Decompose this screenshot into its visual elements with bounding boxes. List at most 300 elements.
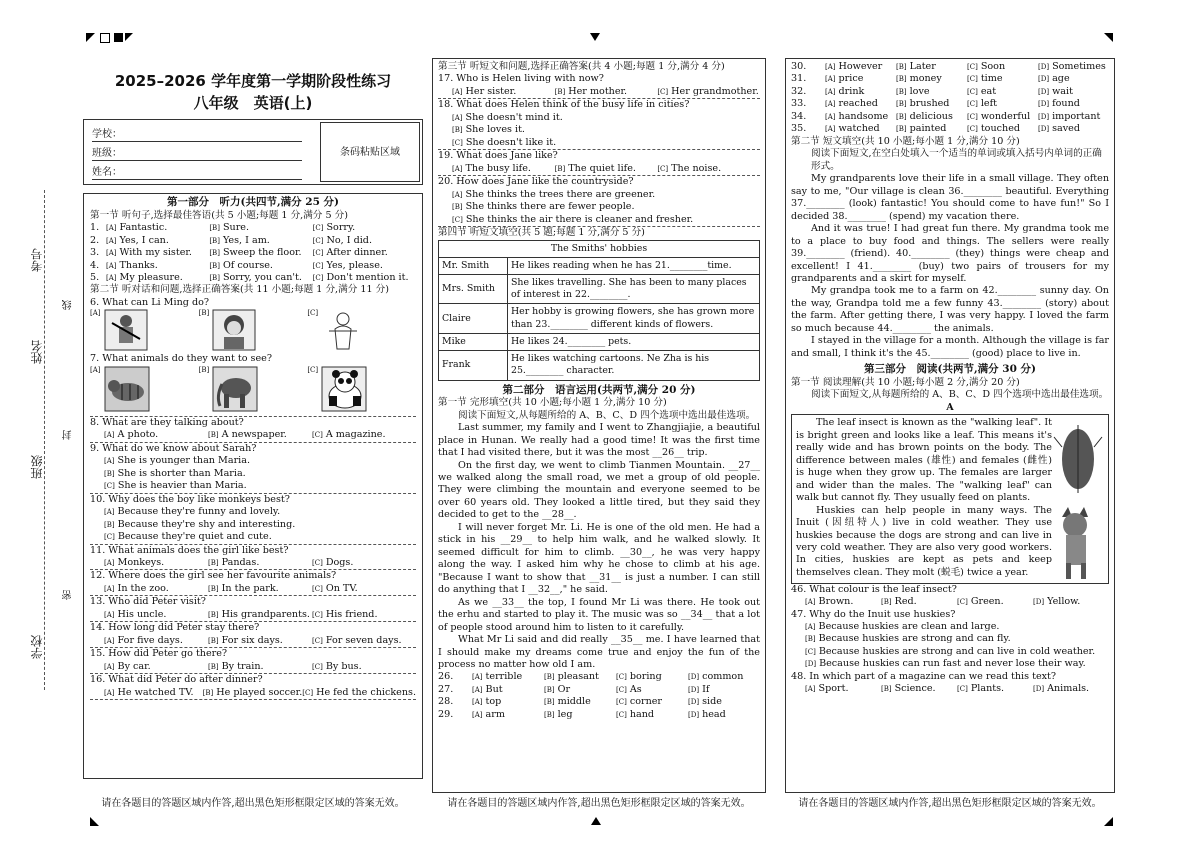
option-letter: [D] bbox=[688, 710, 700, 719]
q7-pictures bbox=[90, 366, 416, 414]
question bbox=[90, 417, 416, 442]
option-letter: [A] bbox=[106, 249, 117, 258]
option-letter: [C] bbox=[312, 431, 323, 440]
q7-option-a[interactable]: [A] bbox=[90, 366, 199, 414]
option-b[interactable]: [B] Sure. bbox=[209, 222, 250, 234]
question bbox=[90, 443, 416, 493]
question bbox=[90, 648, 416, 673]
option-letter: [C] bbox=[967, 63, 978, 71]
option-c[interactable]: [C] Sorry. bbox=[312, 222, 356, 234]
table-row bbox=[439, 275, 760, 304]
option-a[interactable]: [A] reached bbox=[825, 98, 878, 110]
option-d[interactable]: [D] If bbox=[688, 683, 710, 695]
option-letter: [A] bbox=[452, 190, 463, 199]
option-letter: [C] bbox=[967, 87, 978, 96]
option-letter: [C] bbox=[957, 598, 968, 607]
option-b[interactable]: [B] The quiet life. bbox=[554, 162, 636, 174]
cloze-paragraph: On the first day, we went to climb Tianmen Mountain. __27__ we walked along the small road, we met a group of old people. They were climbing the mountain and everyone seemed to be over 60 years old. They looked a little tired, but they said they decided to get to the __28__. bbox=[438, 459, 760, 521]
table-name-cell: Mike bbox=[439, 333, 508, 350]
option-letter: [A] bbox=[104, 508, 115, 517]
option-row: 34. [A] handsome [B] delicious [C] wonderful [D] important bbox=[791, 111, 1109, 123]
corner-marker bbox=[90, 817, 99, 826]
class-field[interactable]: 班级： bbox=[92, 147, 302, 161]
footer-note-1: 请在各题目的答题区域内作答,超出黑色矩形框限定区域的答案无效。 bbox=[101, 798, 405, 809]
option-row: 28. [A] top [B] middle [C] corner [D] side bbox=[438, 696, 760, 708]
option-c[interactable]: [C] wonderful bbox=[967, 110, 1031, 122]
fill-paragraph: My grandparents love their life in a small village. They often say to me, "Our village is clean 36.________ beautiful. Everything 37.________ (look) fantastic! You should come to have fun!" So I decided 38.________ (spend) my vacation there. bbox=[791, 173, 1109, 222]
option-letter: [A] bbox=[825, 75, 836, 84]
option-a[interactable]: [A] By car. bbox=[104, 660, 151, 672]
option-b[interactable]: [B] Sweep the floor. bbox=[209, 247, 302, 259]
option-a[interactable]: [A] He watched TV. bbox=[104, 686, 194, 698]
option-letter: [A] bbox=[104, 457, 115, 466]
option-c[interactable]: [C] For seven days. bbox=[312, 634, 402, 646]
option-letter: [A] bbox=[825, 125, 836, 134]
option-letter: [B] bbox=[104, 520, 115, 529]
option-b[interactable]: [B] love bbox=[896, 85, 930, 97]
option-c[interactable]: [C] Her grandmother. bbox=[657, 85, 759, 97]
cloze-passage bbox=[438, 422, 760, 671]
option-b[interactable]: [B] Pandas. bbox=[208, 557, 260, 569]
option-letter: [D] bbox=[688, 698, 700, 707]
option-a[interactable]: [A] She doesn't mind it. bbox=[452, 111, 563, 123]
option-b[interactable]: [B] Red. bbox=[881, 596, 917, 608]
question-text: 47. Why do the Inuit use huskies? bbox=[791, 608, 956, 620]
tiger-picture bbox=[104, 366, 150, 412]
option-c[interactable]: [C] No, I did. bbox=[312, 234, 372, 246]
option-letter: [C] bbox=[302, 688, 314, 697]
question-text: 8. What are they talking about? bbox=[90, 416, 244, 428]
question-text: 19. What does Jane like? bbox=[438, 150, 558, 162]
cloze-paragraph: As we __33__ the top, I found Mr Li was there. He took out the erhu and started to play it. The music was so __34__ that a lot of people stood around him to listen to it carefully. bbox=[438, 596, 760, 633]
option-b[interactable]: [B] Because huskies are strong and can fly. bbox=[805, 633, 1011, 645]
option-letter: [B] bbox=[104, 469, 115, 478]
fill-paragraph: And it was true! I had great fun there. My grandma took me to a place to buy food and things. The sellers were really 39.________ (friend). 40.________ (they) things were cheap and excellent! I 41.________ (buy) two pairs of trousers for my grandparents and a skirt for myself. bbox=[791, 223, 1109, 284]
option-b[interactable]: [B] A newspaper. bbox=[208, 429, 287, 441]
option-letter: [B] bbox=[544, 685, 555, 694]
option-letter: [D] bbox=[1038, 75, 1050, 84]
section4-heading: 第四节 听短文填空(共 5 题;每题 1 分,满分 5 分) bbox=[438, 227, 645, 239]
option-letter: [C] bbox=[452, 138, 463, 147]
question bbox=[438, 150, 760, 175]
option-letter: [A] bbox=[825, 87, 836, 96]
question bbox=[90, 494, 416, 544]
option-b[interactable]: [B] She thinks there are fewer people. bbox=[452, 201, 635, 213]
divider bbox=[90, 699, 416, 700]
option-b[interactable]: [B] She loves it. bbox=[452, 124, 525, 136]
corner-marker bbox=[125, 33, 133, 41]
option-letter: [A] bbox=[805, 622, 816, 631]
option-b[interactable]: [B] She is shorter than Maria. bbox=[104, 467, 246, 479]
option-letter: [A] bbox=[104, 688, 115, 697]
option-letter: [D] bbox=[1038, 63, 1050, 71]
q6-option-c[interactable]: [C] bbox=[307, 309, 416, 353]
option-letter: [B] bbox=[208, 559, 219, 568]
option-letter: [B] bbox=[881, 598, 892, 607]
option-c[interactable]: [C] Because they're quiet and cute. bbox=[104, 531, 272, 543]
passage-a-box bbox=[791, 414, 1109, 583]
option-letter: [B] bbox=[209, 236, 220, 245]
option-c[interactable]: [C] As bbox=[616, 683, 642, 695]
option-a[interactable]: [A] Brown. bbox=[805, 596, 854, 608]
part3-title: 第三部分 阅读(共两节,满分 30 分) bbox=[863, 363, 1036, 376]
option-letter: [A] bbox=[452, 87, 463, 96]
option-c[interactable]: [C] hand bbox=[616, 708, 655, 720]
option-a[interactable]: [A] top bbox=[472, 696, 502, 708]
option-c[interactable]: [C] He fed the chickens. bbox=[302, 686, 416, 698]
table-title: The Smiths' hobbies bbox=[439, 240, 760, 257]
option-letter: [B] bbox=[208, 431, 219, 440]
option-letter: [B] bbox=[544, 698, 555, 707]
side-label-line: 线 bbox=[63, 300, 74, 310]
center-marker bbox=[591, 817, 601, 825]
option-letter: [C] bbox=[957, 685, 968, 694]
option-letter: [C] bbox=[104, 533, 115, 542]
option-d[interactable]: [D] age bbox=[1038, 73, 1070, 85]
option-letter: [C] bbox=[312, 236, 324, 245]
option-letter: [B] bbox=[896, 100, 907, 109]
exam-subtitle: 八年级 英语(上) bbox=[193, 93, 313, 112]
question bbox=[90, 545, 416, 570]
column-2 bbox=[432, 58, 766, 793]
option-letter: [A] bbox=[825, 112, 836, 121]
option-letter: [A] bbox=[106, 273, 117, 282]
column-1 bbox=[83, 58, 423, 793]
option-a[interactable]: [A] arm bbox=[472, 708, 505, 720]
option-letter: [A] bbox=[825, 100, 836, 109]
option-b[interactable]: [B] delicious bbox=[896, 110, 953, 122]
option-letter: [A] bbox=[452, 164, 463, 173]
exam-title: 2025–2026 学年度第一学期阶段性练习 bbox=[114, 72, 392, 90]
side-label-seal: 封 bbox=[63, 430, 74, 440]
option-a[interactable]: [A] handsome bbox=[825, 110, 889, 122]
cloze-paragraph: I will never forget Mr. Li. He is one of the old men. He had a stick in his __29__ to help him walk, and he walked slowly. It seemed difficult for him to climb. __30__, he was very happy along the way. I asked him why he chose to climb at his age. "Because I want to show that __31__ is just a number. I can still do anything that I __32__," he said. bbox=[438, 521, 760, 596]
option-row: 29. [A] arm [B] leg [C] hand [D] head bbox=[438, 709, 760, 721]
q6-option-b[interactable]: [B] bbox=[199, 309, 308, 353]
option-a[interactable]: [A] Thanks. bbox=[106, 259, 158, 271]
option-row: 31. [A] price [B] money [C] time [D] age bbox=[791, 73, 1109, 85]
option-b[interactable]: [B] By train. bbox=[208, 660, 264, 672]
option-letter: [C] bbox=[312, 261, 324, 270]
option-c[interactable]: [C] corner bbox=[616, 696, 663, 708]
option-d[interactable]: [D] head bbox=[688, 708, 726, 720]
table-row bbox=[439, 257, 760, 274]
option-a[interactable]: [A] watched bbox=[825, 123, 880, 135]
option-b[interactable]: [B] Because they're shy and interesting. bbox=[104, 518, 296, 530]
option-letter: [B] bbox=[896, 87, 907, 96]
option-a[interactable]: [A] She is younger than Maria. bbox=[104, 455, 251, 467]
question-row: 3. [A] With my sister. [B] Sweep the floor. [C] After dinner. bbox=[90, 247, 416, 259]
option-a[interactable]: [A] My pleasure. bbox=[106, 271, 183, 283]
option-c[interactable]: [C] Plants. bbox=[957, 683, 1005, 695]
question-text: 12. Where does the girl see her favourite animals? bbox=[90, 570, 337, 582]
option-d[interactable]: [D] Sometimes bbox=[1038, 61, 1106, 72]
option-d[interactable]: [D] side bbox=[688, 696, 722, 708]
q7-option-b[interactable]: [B] bbox=[199, 366, 308, 414]
option-letter: [B] bbox=[896, 63, 907, 71]
option-a[interactable]: [A] A photo. bbox=[104, 429, 159, 441]
option-letter: [C] bbox=[616, 673, 627, 682]
option-a[interactable]: [A] However bbox=[825, 61, 883, 72]
option-letter: [A] bbox=[104, 636, 115, 645]
option-letter: [D] bbox=[688, 673, 700, 682]
option-b[interactable]: [B] Of course. bbox=[209, 259, 273, 271]
boy-picture bbox=[212, 309, 256, 351]
option-c[interactable]: [C] left bbox=[967, 98, 997, 110]
option-b[interactable]: [B] Sorry, you can't. bbox=[209, 271, 302, 283]
option-a[interactable]: [A] Sport. bbox=[805, 683, 849, 695]
option-letter: [B] bbox=[208, 610, 219, 619]
option-c[interactable]: [C] She doesn't like it. bbox=[452, 136, 557, 148]
option-c[interactable]: [C] touched bbox=[967, 123, 1021, 135]
question-text: 46. What colour is the leaf insect? bbox=[791, 583, 957, 595]
barcode-area: 条码粘贴区域 bbox=[320, 122, 420, 182]
option-a[interactable]: [A] She thinks the trees there are greener. bbox=[452, 188, 656, 200]
option-a[interactable]: [A] The busy life. bbox=[452, 162, 531, 174]
option-letter: [A] bbox=[104, 662, 115, 671]
name-field[interactable]: 姓名： bbox=[92, 166, 302, 180]
option-a[interactable]: [A] Because huskies are clean and large. bbox=[805, 620, 1000, 632]
option-letter: [A] bbox=[104, 559, 115, 568]
question bbox=[438, 99, 760, 149]
option-b[interactable]: [B] Her mother. bbox=[554, 85, 628, 97]
option-c[interactable]: [C] time bbox=[967, 73, 1003, 85]
q17-20-list bbox=[438, 73, 760, 227]
table-row bbox=[439, 333, 760, 350]
option-c[interactable]: [C] His friend. bbox=[312, 608, 378, 620]
option-b[interactable]: [B] In the park. bbox=[208, 582, 279, 594]
option-c[interactable]: [C] Soon bbox=[967, 61, 1006, 72]
fill-instruction: 阅读下面短文,在空白处填入一个适当的单词或填入括号内单词的正确形式。 bbox=[811, 148, 1102, 172]
option-c[interactable]: [C] Because huskies are strong and can live in cold weather. bbox=[805, 645, 1096, 657]
option-letter: [A] bbox=[104, 431, 115, 440]
option-a[interactable]: [A] His uncle. bbox=[104, 608, 167, 620]
option-letter: [C] bbox=[312, 610, 323, 619]
option-letter: [A] bbox=[106, 236, 117, 245]
option-letter: [B] bbox=[452, 126, 463, 135]
part2-title: 第二部分 语言运用(共两节,满分 20 分) bbox=[502, 383, 696, 396]
side-label-secret: 密 bbox=[63, 590, 74, 600]
cloze-options-30-35 bbox=[791, 61, 1109, 136]
option-a[interactable]: [A] But bbox=[472, 683, 503, 695]
option-a[interactable]: [A] price bbox=[825, 73, 864, 85]
part1-title: 第一部分 听力(共四节,满分 25 分) bbox=[166, 196, 339, 208]
corner-marker bbox=[1104, 817, 1113, 826]
option-c[interactable]: [C] Don't mention it. bbox=[312, 271, 409, 283]
option-letter: [B] bbox=[896, 125, 907, 134]
option-letter: [B] bbox=[896, 75, 907, 84]
option-letter: [B] bbox=[554, 87, 566, 96]
elephant-picture bbox=[212, 366, 258, 412]
option-a[interactable]: [A] With my sister. bbox=[106, 247, 192, 259]
option-b[interactable]: [B] His grandparents. bbox=[208, 608, 310, 620]
side-label-class: 班级 bbox=[30, 455, 44, 479]
option-letter: [A] bbox=[472, 710, 483, 719]
q7-option-c[interactable]: [C] bbox=[307, 366, 416, 414]
option-letter: [C] bbox=[805, 647, 816, 656]
option-letter: [B] bbox=[896, 112, 907, 121]
option-b[interactable]: [B] money bbox=[896, 73, 942, 85]
reading-questions bbox=[791, 584, 1109, 696]
table-text-cell: She likes travelling. She has been to many places of interest in 22.________. bbox=[508, 275, 760, 304]
option-letter: [A] bbox=[104, 610, 115, 619]
binding-line bbox=[44, 190, 45, 690]
option-c[interactable]: [C] eat bbox=[967, 85, 997, 97]
option-d[interactable]: [D] Because huskies can run fast and never lose their way. bbox=[805, 658, 1086, 670]
q6-pictures bbox=[90, 309, 416, 353]
option-c[interactable]: [C] Yes, please. bbox=[312, 259, 383, 271]
option-c[interactable]: [C] On TV. bbox=[312, 582, 358, 594]
leaf-insect-block bbox=[796, 417, 1104, 504]
option-letter: [B] bbox=[554, 164, 566, 173]
option-a[interactable]: [A] Her sister. bbox=[452, 85, 517, 97]
option-letter: [A] bbox=[472, 698, 483, 707]
hobbies-table bbox=[438, 240, 760, 381]
option-c[interactable]: [C] The noise. bbox=[657, 162, 722, 174]
option-letter: [B] bbox=[208, 584, 219, 593]
option-letter: [A] bbox=[805, 598, 816, 607]
option-b[interactable]: [B] middle bbox=[544, 696, 591, 708]
corner-marker bbox=[86, 33, 95, 42]
option-b[interactable]: [B] Or bbox=[544, 683, 571, 695]
option-letter: [C] bbox=[616, 710, 627, 719]
question-text: 17. Who is Helen living with now? bbox=[438, 73, 604, 85]
option-c[interactable]: [C] She thinks the air there is cleaner and fresher. bbox=[452, 213, 694, 225]
option-row: 27. [A] But [B] Or [C] As [D] If bbox=[438, 684, 760, 696]
option-d[interactable]: [D] found bbox=[1038, 98, 1080, 110]
option-row: 35. [A] watched [B] painted [C] touched [D] saved bbox=[791, 123, 1109, 135]
q8-16-list bbox=[90, 417, 416, 700]
fill-paragraph: I stayed in the village for a month. Although the village is far and small, I think it's the 45.________ (good) place to live in. bbox=[791, 335, 1109, 359]
question-text: 11. What animals does the girl like best? bbox=[90, 544, 289, 556]
option-letter: [A] bbox=[805, 685, 816, 694]
option-letter: [A] bbox=[472, 673, 483, 682]
option-letter: [C] bbox=[312, 273, 324, 282]
option-letter: [C] bbox=[967, 75, 978, 84]
student-info-box bbox=[83, 119, 423, 185]
option-c[interactable]: [C] After dinner. bbox=[312, 247, 388, 259]
option-letter: [C] bbox=[452, 215, 463, 224]
option-d[interactable]: [D] important bbox=[1038, 110, 1101, 122]
question-text: 13. Who did Peter visit? bbox=[90, 596, 206, 608]
option-b[interactable]: [B] brushed bbox=[896, 98, 950, 110]
option-letter: [A] bbox=[472, 685, 483, 694]
fill-paragraph: My grandpa took me to a farm on 42.________ sunny day. On the way, Grandpa told me a few funny 43.________ (story) about the farm. After getting there, I was very happy. I loved the farm so much because 44.________ the animals. bbox=[791, 285, 1109, 334]
option-letter: [B] bbox=[544, 710, 555, 719]
cloze-options-26-29 bbox=[438, 671, 760, 721]
option-letter: [B] bbox=[452, 203, 463, 212]
option-letter: [B] bbox=[209, 224, 220, 233]
option-c[interactable]: [C] boring bbox=[616, 671, 662, 683]
option-letter: [B] bbox=[202, 688, 214, 697]
option-c[interactable]: [C] Dogs. bbox=[312, 557, 354, 569]
section1-heading: 第一节 听句子,选择最佳答语(共 5 小题;每题 1 分,满分 5 分) bbox=[90, 209, 348, 221]
option-letter: [A] bbox=[452, 113, 463, 122]
option-c[interactable]: [C] By bus. bbox=[312, 660, 362, 672]
option-b[interactable]: [B] painted bbox=[896, 123, 947, 135]
option-letter: [A] bbox=[106, 224, 117, 233]
column-3 bbox=[785, 58, 1115, 793]
option-d[interactable]: [D] common bbox=[688, 671, 744, 683]
option-a[interactable]: [A] terrible bbox=[472, 671, 523, 683]
side-label-exam-number: 考号 bbox=[30, 248, 44, 272]
option-c[interactable]: [C] She is heavier than Maria. bbox=[104, 480, 247, 492]
question-row: 2. [A] Yes, I can. [B] Yes, I am. [C] No, I did. bbox=[90, 235, 416, 247]
passage-a-para-1: The leaf insect is known as the "walking leaf". It is bright green and looks like a leaf. This means it's really wide and has brown points on the body. The difference between males (雄性) and females (雌性) is huge when they grow up. The females are larger and wider than the males. The "walking leaf" can walk but cannot fly. They usually feed on plants. bbox=[796, 417, 1052, 504]
passage-label: A bbox=[946, 401, 954, 413]
option-letter: [B] bbox=[209, 249, 220, 258]
option-a[interactable]: [A] drink bbox=[825, 85, 865, 97]
option-a[interactable]: [A] Because they're funny and lovely. bbox=[104, 506, 281, 518]
cloze-heading: 第一节 完形填空(共 10 小题;每小题 1 分,满分 10 分) bbox=[438, 397, 667, 409]
option-b[interactable]: [B] For six days. bbox=[208, 634, 283, 646]
cloze-paragraph: Last summer, my family and I went to Zhangjiajie, a beautiful place in Hunan. We really had a good time! It was the first time that I had visited there, but it was the most __26__ trip. bbox=[438, 422, 760, 459]
question bbox=[90, 622, 416, 647]
table-row bbox=[439, 351, 760, 380]
option-letter: [A] bbox=[106, 261, 117, 270]
question bbox=[90, 570, 416, 595]
option-d[interactable]: [D] wait bbox=[1038, 85, 1073, 97]
table-text-cell: He likes 24.________ pets. bbox=[508, 333, 760, 350]
option-d[interactable]: [D] saved bbox=[1038, 123, 1080, 135]
option-d[interactable]: [D] Animals. bbox=[1033, 683, 1090, 695]
q6-option-a[interactable]: [A] bbox=[90, 309, 199, 353]
option-b[interactable]: [B] leg bbox=[544, 708, 573, 720]
q1-5-list bbox=[90, 222, 416, 284]
section3-heading: 第三节 听短文和问题,选择正确答案(共 4 小题;每题 1 分,满分 4 分) bbox=[438, 61, 725, 72]
center-marker bbox=[590, 33, 600, 41]
question-text: 18. What does Helen think of the busy life in cities? bbox=[438, 99, 690, 111]
option-b[interactable]: [B] Yes, I am. bbox=[209, 234, 270, 246]
table-name-cell: Claire bbox=[439, 304, 508, 333]
option-letter: [B] bbox=[544, 673, 555, 682]
option-b[interactable]: [B] pleasant bbox=[544, 671, 599, 683]
part1-box bbox=[83, 193, 423, 779]
question-text: 48. In which part of a magazine can we read this text? bbox=[791, 670, 1057, 682]
option-letter: [C] bbox=[312, 559, 323, 568]
option-row: 30. [A] However [B] Later [C] Soon [D] Sometimes bbox=[791, 61, 1109, 73]
option-letter: [B] bbox=[209, 261, 220, 270]
option-letter: [C] bbox=[967, 100, 978, 109]
marker-square bbox=[114, 33, 123, 42]
q7-text: 7. What animals do they want to see? bbox=[90, 353, 272, 365]
table-text-cell: Her hobby is growing flowers, she has grown more than 23.________ different kinds of flowers. bbox=[508, 304, 760, 333]
option-letter: [D] bbox=[1038, 125, 1050, 134]
option-a[interactable]: [A] Monkeys. bbox=[104, 557, 165, 569]
option-letter: [C] bbox=[967, 125, 978, 134]
reading-instruction: 阅读下面短文,从每题所给的 A、B、C、D 四个选项中选出最佳选项。 bbox=[811, 389, 1109, 401]
option-letter: [B] bbox=[805, 635, 816, 644]
option-letter: [D] bbox=[1038, 87, 1050, 96]
option-a[interactable]: [A] Yes, I can. bbox=[106, 234, 169, 246]
option-row: 26. [A] terrible [B] pleasant [C] boring [D] common bbox=[438, 671, 760, 683]
option-c[interactable]: [C] A magazine. bbox=[312, 429, 386, 441]
corner-marker bbox=[1104, 33, 1113, 42]
question-text: 16. What did Peter do after dinner? bbox=[90, 674, 263, 686]
option-d[interactable]: [D] Yellow. bbox=[1033, 596, 1081, 608]
option-letter: [D] bbox=[805, 660, 817, 669]
option-c[interactable]: [C] Green. bbox=[957, 596, 1004, 608]
option-b[interactable]: [B] He played soccer. bbox=[202, 686, 303, 698]
option-b[interactable]: [B] Science. bbox=[881, 683, 936, 695]
option-a[interactable]: [A] Fantastic. bbox=[106, 222, 168, 234]
option-a[interactable]: [A] For five days. bbox=[104, 634, 183, 646]
question-text: 9. What do we know about Sarah? bbox=[90, 442, 257, 454]
side-label-school: 学校 bbox=[30, 635, 44, 659]
option-b[interactable]: [B] Later bbox=[896, 61, 936, 72]
option-a[interactable]: [A] In the zoo. bbox=[104, 582, 169, 594]
school-field[interactable]: 学校： bbox=[92, 128, 302, 142]
